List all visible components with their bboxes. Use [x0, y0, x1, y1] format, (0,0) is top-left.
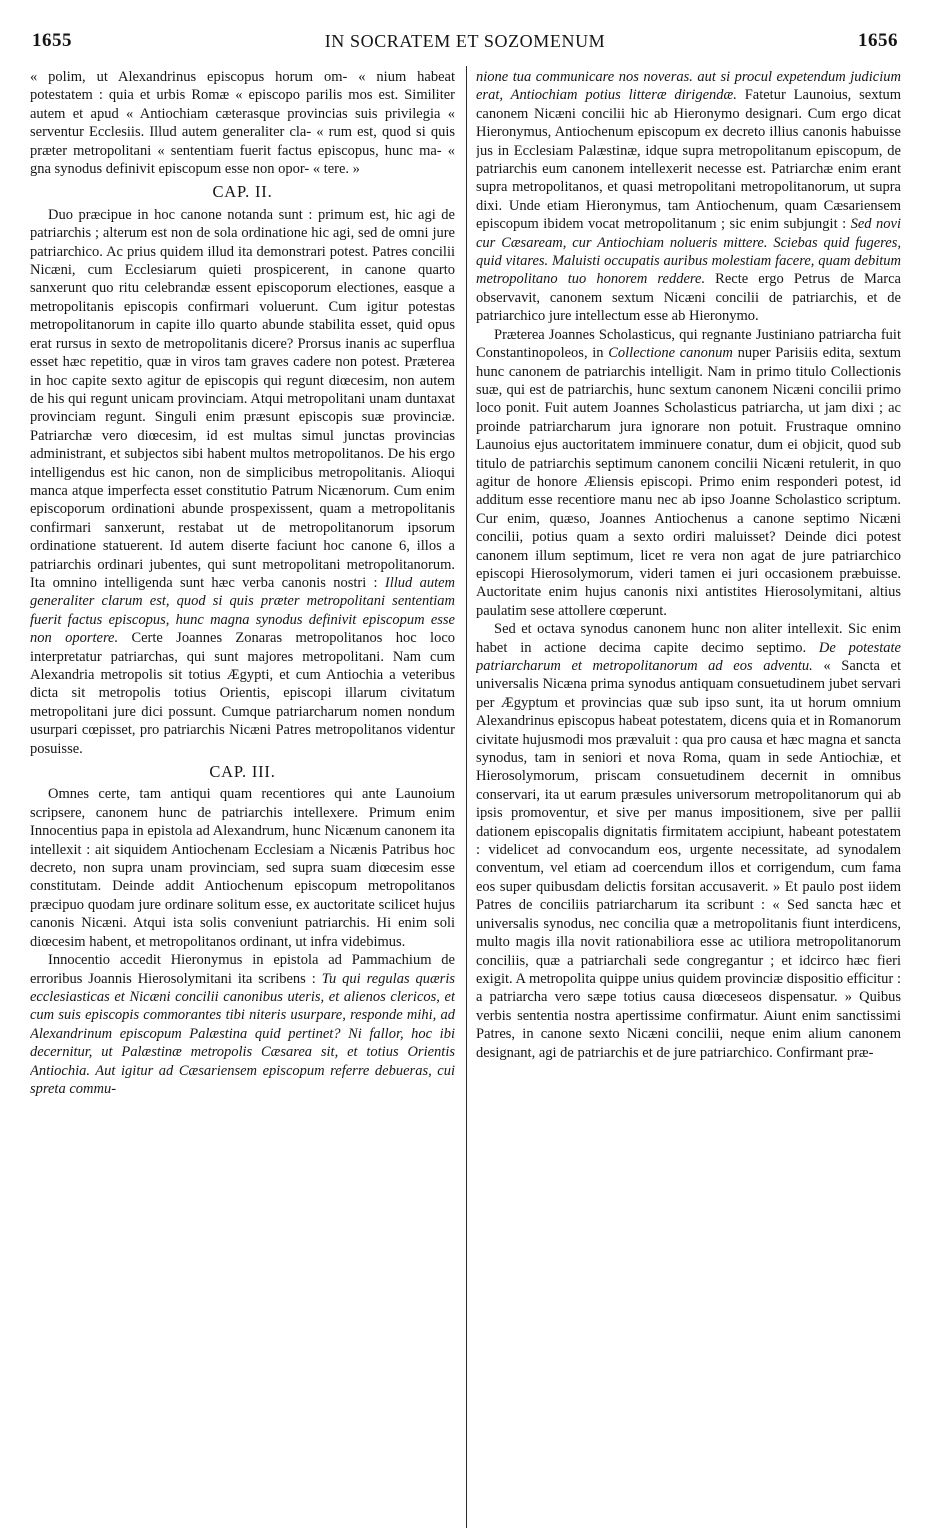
paragraph-text: nuper Parisiis edita, sextum hunc canonem de patriarchis intelligit. Nam in primo titulo Collectionis suæ, qui est de patriarchis, hunc sextum canonem Nicæni concilii primo loco ponit. Fuit autem Joannes Scholasticus patriarcha, ut jam dixi ; ac proinde patriarcharum jura ignorare non potuit. Frustraque omnino Launoius ejus auctoritatem imminuere conatur, dum ei objicit, quod sub titulo de patriarchis septimum canonem concilii Nicæni retulerit, in quo agitur de honore Æliensis episcopi. Primo enim responderi potest, id additum esse recentiore manu nec ab ipso Joanne Scholastico scriptum. Cur enim, quæso, Joannes Antiochenus a canone septimo Nicæni concilii, potius quam a sexto ordiri maluisset? Deinde dici potest canonem illum septimum, licet re vera non agat de jure patriarchico episcopi Hierosolymorum, videri tamen ei juri occasionem præbuisse. Auctoritate enim hujus canonis nixi antistites Hierosolymitani, altius paulatim sese attollere cœperunt. [476, 345, 901, 619]
paragraph [476, 68, 901, 326]
running-title: IN SOCRATEM ET SOZOMENUM [324, 31, 606, 51]
paragraph-text: Certe Joannes Zonaras metropolitanos hoc loco interpretatur patriarchas, qui sunt majores metropolitani. Nam cum Alexandria metropolis sit totius Ægypti, et cum Antiochia a veteribus dicta sit metropolis totius Orientis, episcopi illarum civitatum metropolitani jure dici possunt. Cumque patriarcharum nomen nondum usurpari cœpisset, pro patriarchis Nicæni Patres metropolitanos videntur posuisse. [30, 630, 455, 757]
italic-quote: Tu qui regulas quæris ecclesiasticas et Nicæni concilii canonibus uteris, et alienos clericos, et cum suis episcopis commorantes tibi niteris usurpare, responde mihi, ad Alexandrinum episcopum Palæstina quid pertinet? Ni fallor, hoc ibi decernitur, ut Palæstinæ metropolis Cæsarea sit, et totius Orientis Antiochia. Aut igitur ad Cæsariensem episcopum referre debueras, cui spreta commu- [30, 970, 455, 1097]
right-column [476, 68, 901, 1528]
left-column [30, 68, 455, 1528]
italic-title: Collectione canonum [608, 345, 733, 362]
paragraph [30, 951, 455, 1098]
quote-continuation: « polim, ut Alexandrinus episcopus horum om- « nium habeat potestatem : quia et urbis Romæ « episcopo parilis mos est. Similiter autem et apud « Antiochiam cæterasque provincias suis privilegia « serventur Ecclesiis. Illud autem generaliter cla- « rum est, quod si quis præter metropolitani « sententiam fuerit factus episcopus, hunc ma- « gna synodus definivit episcopum esse non opor- « tere. » [30, 69, 455, 178]
paragraph [476, 326, 901, 621]
page-header [30, 30, 900, 60]
paragraph-text: Sed et octava synodus canonem hunc non aliter intellexit. Sic enim habet in actione decima capite decimo septimo. [476, 621, 901, 656]
page-number-right: 1656 [858, 30, 898, 51]
italic-quote: Illud autem generaliter clarum est, quod si quis præter metropolitani sententiam fuerit factus episcopus, hunc magna synodus definivit episcopum esse non oportere. [30, 574, 455, 647]
paragraph-text: Fatetur Launoius, sextum canonem Nicæni concilii hic ab Hieronymo designari. Cum ergo dicat Hieronymus, Antiochenum episcopum ex decreto illius canonis habuisse jus in Ecclesiam Palæstinæ, idque supra metropolitanum episcopum, de patriarchis eum canonem intellexerit necesse est. Patriarchæ enim erant supra metropolitanos, et quasi metropolitani metropolitanorum, ut supra dixi. Unde etiam Hieronymus, tam Antiochenum, quam Cæsariensem episcopum ibidem vocat metropolitanum ; sic enim subjungit : [476, 87, 901, 233]
italic-quote: Sed novi cur Cæsaream, cur Antiochiam nolueris mittere. Sciebas quid fugeres, quid vitares. Maluisti occupatis auribus molestiam facere, quam debitum metropolitano tuo honorem reddere. [476, 216, 901, 288]
paragraph-text: Præterea Joannes Scholasticus, qui regnante Justiniano patriarcha fuit Constantinopoleos, in [476, 326, 901, 362]
paragraph-text: Innocentio accedit Hieronymus in epistola ad Pammachium de erroribus Joannis Hierosolymitani ita scribens : [30, 952, 455, 987]
paragraph-text: Recte ergo Petrus de Marca observavit, canonem sextum Nicæni concilii de patriarchis, et de patriarchico jure intellectum esse ab Hieronymo. [476, 271, 901, 325]
column-divider [466, 66, 467, 1528]
paragraph [476, 620, 901, 1062]
paragraph-text: Duo præcipue in hoc canone notanda sunt : primum est, hic agi de patriarchis ; alterum est non de sola ordinatione hic agi, sed de omni jure patriarchico. Ac prius quidem illud ita demonstrari potest. Patres concilii Nicæni, cum Ecclesiarum quieti prospicerent, in canone quarto sanxerunt quo ritu celebrandæ essent episcoporum electiones, easque a metropolitanis episcopis confirmari voluerunt. Cum igitur potestas metropolitanorum in capite illo quarto abunde stabilita esset, quid opus erat rursus in sexto de metropolitanis dicere? Prorsus inanis ac superflua esset hæc repetitio, quæ in viros tam graves cadere non potest. Præterea in hoc capite sexto agitur de episcopis qui regunt diœcesim, non autem de his qui regunt unicam provinciam. Atqui metropolitani unam duntaxat provinciam regunt. Singuli enim præsunt episcopis suæ provinciæ. Patriarchæ vero diœcesim, id est multas simul junctas provincias administrant, et subjectos sibi habent multos metropolitanos. De his ergo intelligendus est hic canon, non de simplicibus metropolitanis. Alioqui manca atque imperfecta esset constitutio Patrum Nicænorum. Cum enim episcoporum ordinationi abunde prospexissent, quam a metropolitanis confirmari sanxerunt, restabat ut de metropolitanorum ipsorum ordinatione statuerent. Id autem diserte faciunt hoc canone 6, illos a patriarchis ordinari jubentes, qui sunt metropolitani metropolitanorum. Ita omnino intelligenda sunt hæc verba canonis nostri : [30, 206, 455, 591]
chapter-heading-2: CAP. II. [212, 182, 273, 202]
page-number-left: 1655 [32, 30, 72, 51]
paragraph [30, 206, 455, 758]
italic-quote: nione tua communicare nos noveras. aut si procul expetendum judicium erat, Antiochiam potius litteræ dirigendæ. [476, 69, 901, 104]
paragraph-text: « Sancta et universalis Nicæna prima synodus antiquam consuetudinem jubet servari per Ægyptum et provincias quæ sub ipso sunt, ita ut horum omnium Alexandrinus episcopus habeat potestatem, dicens quia et in Romanorum civitate hujusmodi mos prævaluit : qua pro causa et hæc magna et sancta synodus, tam in seniori et nova Roma, quam in sede Antiochiæ, et Hierosolymorum, priscam consuetudinem decernit in omnibus conservari, ita ut earum præsules universorum metropolitanorum qui ab ipsis promoventur, et sive per manus impositionem, sive per pallii dationem episcopalis dignitatis firmitatem accipiunt, habeant potestatem : videlicet ad convocandum eos, urgente necessitate, ad synodalem conventum, vel etiam ad coercendum illos et corrigendum, cum fama eos super quibusdam delictis forsitan accusaverit. » Et paulo post iidem Patres de conciliis patriarcharum ita scribunt : « Sed sancta hæc et universalis synodus, nec concilia quæ a metropolitanis fiunt interdicens, multo magis illa novit rationabiliora esse ac utiliora metropolitanorum conciliis, quæ a patriarchali sede congregantur ; et idcirco hæc fieri exigit. A metropolita quippe unius quidem provinciæ dispositio efficitur : a patriarcha vero sæpe totius causa diœceseos dispensatur. » Quibus verbis sententia nostra apertissime confirmatur. Aiunt enim sanctissimi Patres, in canone sexto Nicæni concilii, neque enim alium canonem designant, agi de patriarchis et de jure patriarchico. Confirmant præ- [476, 658, 901, 1061]
italic-title: De potestate patriarcharum et metropolitanorum ad eos adventu. [476, 639, 901, 674]
chapter-heading-3: CAP. III. [209, 762, 276, 782]
paragraph: Omnes certe, tam antiqui quam recentiores qui ante Launoium scripsere, canonem hunc de patriarchis intellexere. Primum enim Innocentius papa in epistola ad Alexandrum, hunc Nicænum canonem ita intellexit : ait siquidem Antiochenam Ecclesiam a Nicænis Patribus hoc decreto, non supra unam provinciam, sed supra suam diœcesim esse constitutam. Deinde addit Antiochenum episcopum metropolitanos præcipuo quodam jure ordinare solitum esse, ex auctoritate scilicet hujus canonis Nicæni. Atqui ista solis conveniunt patriarchis. Hi enim soli diœcesim habent, et metropolitanos ordinant, ut infra videbimus. [30, 786, 455, 950]
